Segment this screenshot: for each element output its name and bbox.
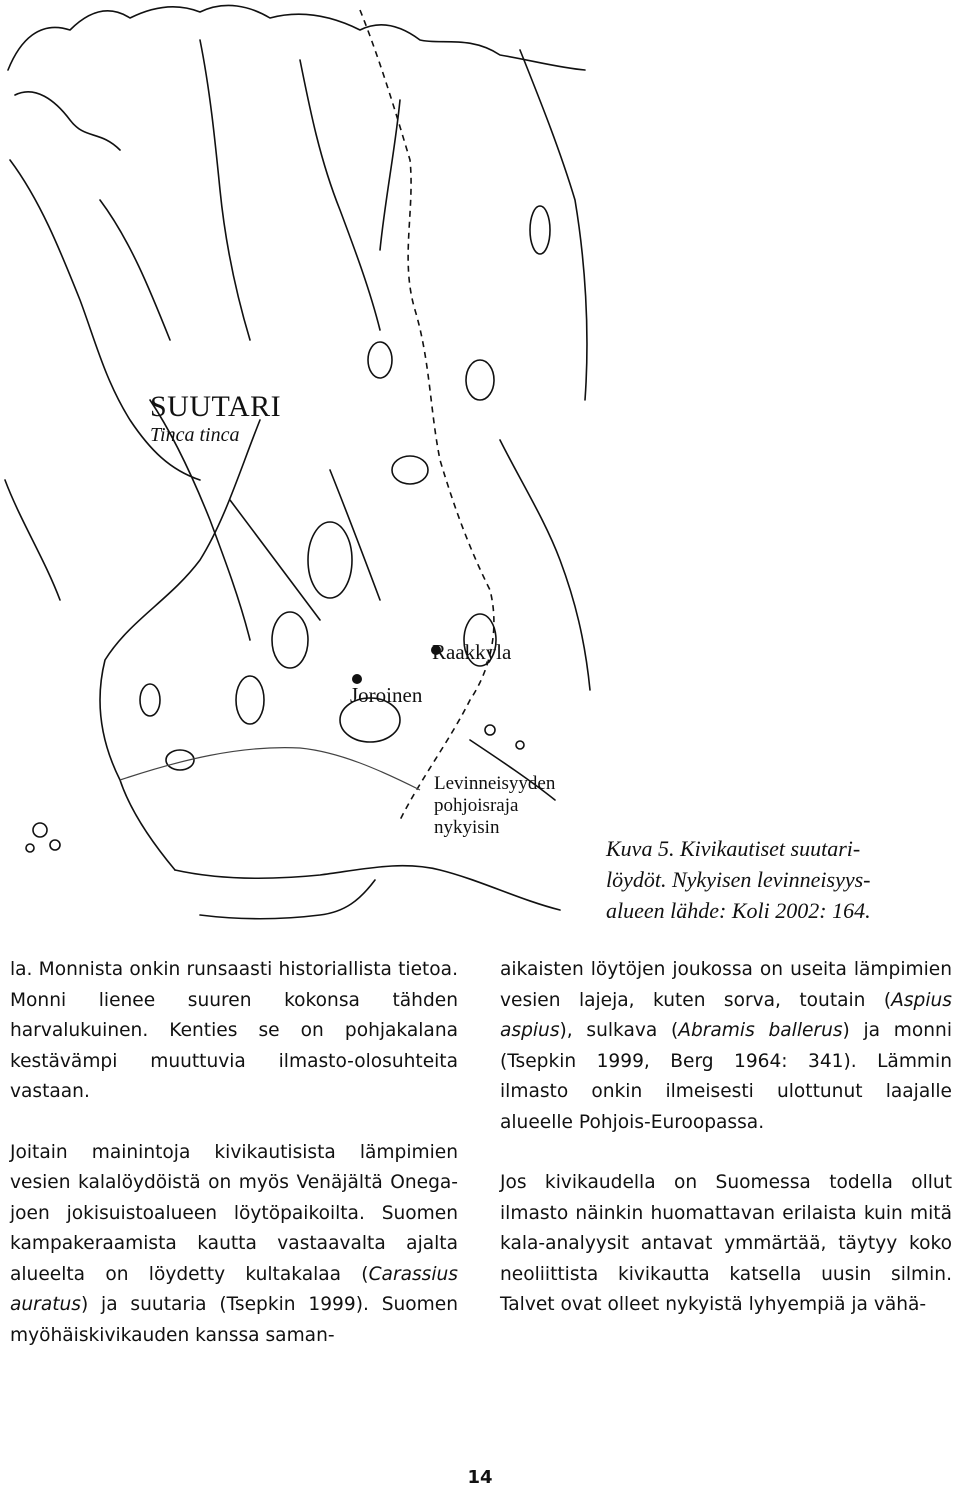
map-border-label-line: pohjoisraja (434, 795, 519, 816)
latin-name: Abramis ballerus (678, 1020, 843, 1041)
text-run: ) ja suutaria (Tsepkin 1999). Suomen myöhäiskivikauden kanssa saman- (10, 1294, 458, 1346)
page-number: 14 (467, 1467, 493, 1488)
text-run: Joitain mainintoja kivikautisista lämpimien vesien kalalöydöistä on myös Venäjältä Onega-joen jokisuistoalueen löytöpaikoilta. Suomen kampakeraamista kautta vastaavalta ajalta alueelta on löydetty kultakalaa ( (10, 1141, 458, 1285)
map-species-title: SUUTARI (150, 390, 282, 423)
paragraph: Jos kivikaudella on Suomessa todella ollut ilmasto näinkin huomattavan erilaista kuin mitä kala-analyysit antavat ymmärtää, täytyy koko neoliittista kivikautta katsella uusin silmin. Talvet ovat olleet nykyistä lyhyempiä ja vähä- (500, 1172, 952, 1315)
paragraph (10, 1138, 458, 1352)
map-place-raakkyla: Raakkyla (432, 640, 512, 664)
map-border-label-line: nykyisin (434, 817, 500, 838)
text-run: aikaisten löytöjen joukossa on useita lämpimien vesien lajeja, kuten sorva, toutain ( (500, 959, 952, 1011)
caption-line: Kuva 5. Kivikautiset suutari- (606, 836, 861, 861)
caption-line: alueen lähde: Koli 2002: 164. (606, 898, 871, 923)
figure-caption (606, 833, 956, 926)
paragraph: la. Monnista onkin runsaasti historiallista tietoa. Monni lienee suuren kokonsa tähden harvalukuinen. Kenties se on pohjakalana kestävämpi muuttuvia ilmasto-olosuhteita vastaan. (10, 959, 458, 1102)
map-species-latin: Tinca tinca (150, 424, 240, 446)
map-border-label (434, 773, 594, 839)
right-text-column (500, 955, 952, 1321)
latin-name: Carassius auratus (10, 1263, 458, 1315)
text-run: ) ja monni (Tsepkin 1999, Berg 1964: 341). Lämmin ilmasto onkin ilmeisesti ulottunut laajalle alueelle Pohjois-Euroopassa. (500, 1020, 952, 1133)
map-place-joroinen: Joroinen (350, 683, 423, 707)
paragraph (500, 955, 952, 1138)
finland-distribution-map (0, 0, 600, 930)
text-run: ), sulkava ( (559, 1020, 679, 1041)
latin-name: Aspius aspius (500, 989, 952, 1041)
map-border-label-line: Levinneisyyden (434, 773, 556, 794)
left-text-column (10, 955, 458, 1351)
caption-line: löydöt. Nykyisen levinneisyys- (606, 867, 871, 892)
